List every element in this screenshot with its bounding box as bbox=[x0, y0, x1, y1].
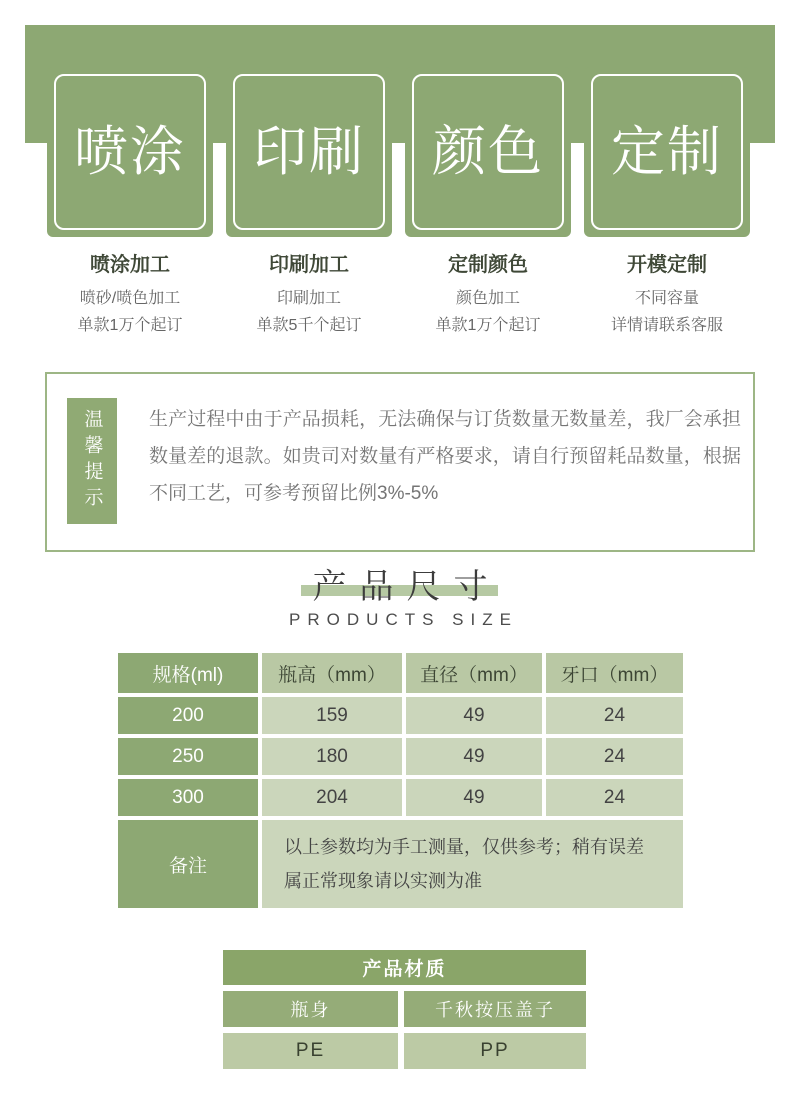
feature-tile-spray bbox=[47, 67, 213, 237]
caption-spray bbox=[47, 252, 213, 339]
caption-line: 单款5千个起订 bbox=[256, 317, 362, 334]
diameter-cell: 49 bbox=[406, 738, 542, 775]
tile-label: 定制 bbox=[611, 122, 723, 182]
size-table-row bbox=[118, 697, 683, 734]
caption-print bbox=[226, 252, 392, 339]
tile-label: 喷涂 bbox=[74, 122, 186, 182]
header-diameter: 直径（mm） bbox=[406, 653, 542, 693]
spec-cell: 250 bbox=[118, 738, 258, 775]
material-title: 产品材质 bbox=[223, 950, 586, 985]
caption-title: 喷涂加工 bbox=[90, 254, 170, 276]
feature-captions bbox=[47, 252, 750, 339]
material-label-row bbox=[223, 991, 586, 1027]
caption-title: 开模定制 bbox=[627, 254, 707, 276]
size-table-row bbox=[118, 779, 683, 816]
caption-line: 喷砂/喷色加工 bbox=[79, 290, 181, 307]
feature-tile-color bbox=[405, 67, 571, 237]
mouth-cell: 24 bbox=[546, 779, 683, 816]
height-cell: 159 bbox=[262, 697, 402, 734]
size-table-remark-row bbox=[118, 820, 683, 908]
remark-text: 以上参数均为手工测量，仅供参考；稍有误差属正常现象请以实测为准 bbox=[262, 820, 683, 908]
material-value-body: PE bbox=[223, 1033, 398, 1069]
diameter-cell: 49 bbox=[406, 779, 542, 816]
height-cell: 180 bbox=[262, 738, 402, 775]
size-table-row bbox=[118, 738, 683, 775]
remark-label: 备注 bbox=[118, 820, 258, 908]
caption-custom bbox=[584, 252, 750, 339]
header-spec: 规格(ml) bbox=[118, 653, 258, 693]
spec-cell: 200 bbox=[118, 697, 258, 734]
tile-label: 颜色 bbox=[432, 122, 544, 182]
material-col-cap: 千秋按压盖子 bbox=[404, 991, 586, 1027]
spec-cell: 300 bbox=[118, 779, 258, 816]
header-mouth: 牙口（mm） bbox=[546, 653, 683, 693]
diameter-cell: 49 bbox=[406, 697, 542, 734]
caption-line: 不同容量 bbox=[634, 290, 699, 307]
caption-line: 单款1万个起订 bbox=[77, 317, 183, 334]
mouth-cell: 24 bbox=[546, 738, 683, 775]
feature-tile-print bbox=[226, 67, 392, 237]
header-height: 瓶高（mm） bbox=[262, 653, 402, 693]
feature-tile-custom bbox=[584, 67, 750, 237]
caption-line: 印刷加工 bbox=[276, 290, 341, 307]
tips-box bbox=[45, 372, 755, 552]
material-col-body: 瓶身 bbox=[223, 991, 398, 1027]
feature-tiles bbox=[47, 67, 750, 237]
tips-label: 温馨提示 bbox=[67, 398, 117, 524]
height-cell: 204 bbox=[262, 779, 402, 816]
size-table-header-row bbox=[118, 653, 683, 693]
caption-title: 印刷加工 bbox=[269, 254, 349, 276]
tips-text: 生产过程中由于产品损耗，无法确保与订货数量无数量差，我厂会承担数量差的退款。如贵司对数量有严格要求，请自行预留耗品数量，根据不同工艺，可参考预留比例3%-5% bbox=[149, 409, 741, 504]
size-heading-en: PRODUCTS SIZE bbox=[289, 610, 518, 629]
caption-line: 颜色加工 bbox=[455, 290, 520, 307]
caption-line: 单款1万个起订 bbox=[435, 317, 541, 334]
tile-label: 印刷 bbox=[253, 122, 365, 182]
caption-line: 详情请联系客服 bbox=[610, 317, 723, 334]
material-table bbox=[217, 944, 592, 1075]
size-section-heading bbox=[0, 568, 800, 630]
size-table bbox=[114, 649, 687, 912]
caption-color bbox=[405, 252, 571, 339]
material-value-row bbox=[223, 1033, 586, 1069]
material-value-cap: PP bbox=[404, 1033, 586, 1069]
mouth-cell: 24 bbox=[546, 697, 683, 734]
caption-title: 定制颜色 bbox=[448, 254, 528, 276]
material-header-row bbox=[223, 950, 586, 985]
size-heading-cn: 产品尺寸 bbox=[312, 568, 501, 606]
